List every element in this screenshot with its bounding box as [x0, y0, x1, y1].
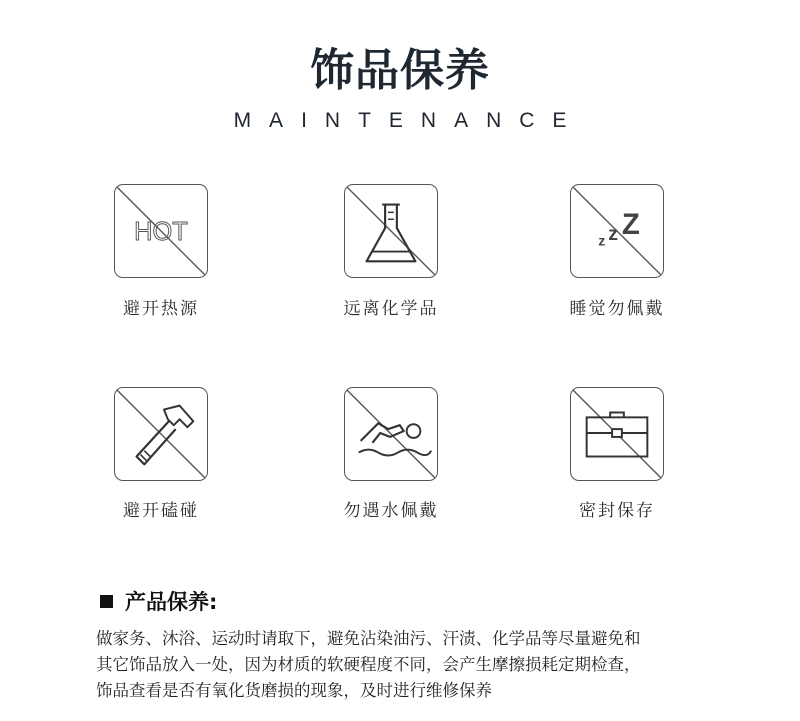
label-avoid-bumps: 避开磕碰	[123, 501, 199, 521]
section-heading-text: 产品保养:	[125, 590, 218, 614]
water-icon-box	[344, 387, 438, 481]
svg-text:z: z	[598, 233, 606, 249]
body-line: 做家务、沐浴、运动时请取下，避免沾染油污、汗渍、化学品等尽量避免和	[96, 629, 641, 648]
sleep-icon-box	[570, 184, 664, 278]
label-avoid-heat: 避开热源	[123, 299, 199, 319]
hot-text-icon	[115, 185, 207, 277]
hot-text: HOT	[134, 217, 188, 246]
storage-icon-box	[570, 387, 664, 481]
hot-icon-box	[114, 184, 208, 278]
section-heading	[100, 587, 217, 617]
chemical-icon-box	[344, 184, 438, 278]
label-sealed-storage: 密封保存	[579, 501, 655, 521]
swimmer-icon	[345, 388, 437, 480]
body-line: 其它饰品放入一处，因为材质的软硬程度不同，会产生摩擦损耗定期检查，	[96, 655, 641, 674]
svg-text:Z: Z	[621, 207, 640, 241]
body-line: 饰品查看是否有氧化货磨损的现象，及时进行维修保养	[96, 681, 492, 700]
svg-text:z: z	[608, 222, 618, 245]
flask-icon	[345, 185, 437, 277]
page-subtitle: MAINTENANCE	[233, 109, 585, 132]
bump-icon-box	[114, 387, 208, 481]
section-body	[96, 626, 716, 704]
sleep-zzz-icon	[571, 185, 663, 277]
square-bullet-icon	[100, 595, 113, 608]
label-no-wear-sleep: 睡觉勿佩戴	[569, 299, 665, 319]
toolbox-icon	[571, 388, 663, 480]
hammer-icon	[115, 388, 207, 480]
page-title: 饰品保养	[310, 45, 490, 96]
label-no-water: 勿遇水佩戴	[343, 501, 439, 521]
label-avoid-chemicals: 远离化学品	[343, 299, 439, 319]
